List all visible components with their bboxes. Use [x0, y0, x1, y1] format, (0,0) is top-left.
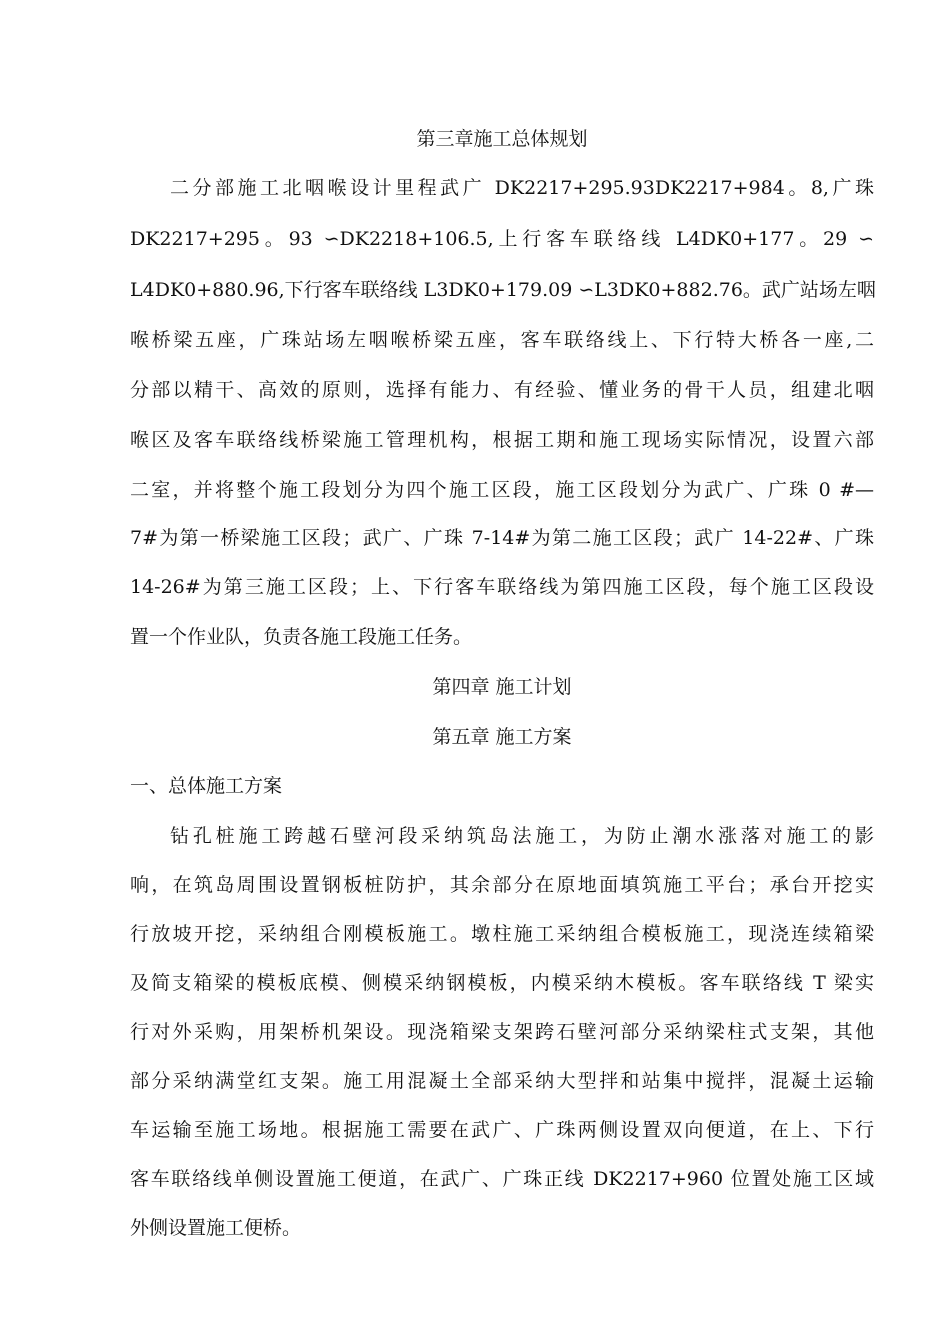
paragraph-2-line-5: 行对外采购，用架桥机架设。现浇箱梁支架跨石壁河部分采纳梁柱式支架，其他 — [130, 1021, 874, 1043]
paragraph-2-line-7: 车运输至施工场地。根据施工需要在武广、广珠两侧设置双向便道，在上、下行 — [130, 1119, 874, 1141]
paragraph-1-line-4: 喉桥梁五座，广珠站场左咽喉桥梁五座，客车联络线上、下行特大桥各一座,二 — [130, 329, 874, 351]
paragraph-2-line-1: 钻孔桩施工跨越石壁河段采纳筑岛法施工，为防止潮水涨落对施工的影 — [170, 825, 874, 847]
paragraph-2-line-3: 行放坡开挖，采纳组合刚模板施工。墩柱施工采纳组合模板施工，现浇连续箱梁 — [130, 923, 874, 945]
paragraph-1-line-6: 喉区及客车联络线桥梁施工管理机构，根据工期和施工现场实际情况，设置六部 — [130, 429, 874, 451]
chapter-3-title: 第三章施工总体规划 — [416, 128, 588, 150]
paragraph-1-line-7: 二室，并将整个施工段划分为四个施工区段，施工区段划分为武广、广珠 0 #— — [130, 479, 874, 501]
paragraph-1-line-9: 14-26#为第三施工区段；上、下行客车联络线为第四施工区段，每个施工区段设 — [130, 576, 874, 598]
paragraph-2-line-2: 响，在筑岛周围设置钢板桩防护，其余部分在原地面填筑施工平台；承台开挖实 — [130, 874, 874, 896]
paragraph-1-line-1: 二分部施工北咽喉设计里程武广 DK2217+295.93DK2217+984。8,广珠 — [170, 177, 874, 199]
chapter-5-title: 第五章 施工方案 — [432, 726, 572, 748]
paragraph-2-line-9: 外侧设置施工便桥。 — [130, 1217, 302, 1239]
paragraph-1-line-8: 7#为第一桥梁施工区段；武广、广珠 7-14#为第二施工区段；武广 14-22#、广珠 — [130, 527, 874, 549]
paragraph-2-line-8: 客车联络线单侧设置施工便道，在武广、广珠正线 DK2217+960 位置处施工区域 — [130, 1168, 874, 1190]
paragraph-2-line-6: 部分采纳满堂红支架。施工用混凝土全部采纳大型拌和站集中搅拌，混凝土运输 — [130, 1070, 874, 1092]
paragraph-1-line-10: 置一个作业队，负责各施工段施工任务。 — [130, 626, 473, 648]
paragraph-1-line-5: 分部以精干、高效的原则，选择有能力、有经验、懂业务的骨干人员，组建北咽 — [130, 379, 874, 401]
paragraph-1-line-3: L4DK0+880.96,下行客车联络线 L3DK0+179.09 ∽L3DK0+882.76。武广站场左咽 — [130, 279, 876, 301]
chapter-4-title: 第四章 施工计划 — [432, 676, 572, 698]
paragraph-2-line-4: 及简支箱梁的模板底模、侧模采纳钢模板，内模采纳木模板。客车联络线 T 梁实 — [130, 972, 874, 994]
paragraph-1-line-2: DK2217+295。93 ∽DK2218+106.5,上行客车联络线 L4DK0+177。29 ∽ — [130, 228, 874, 250]
section-1-title: 一、总体施工方案 — [130, 775, 283, 797]
